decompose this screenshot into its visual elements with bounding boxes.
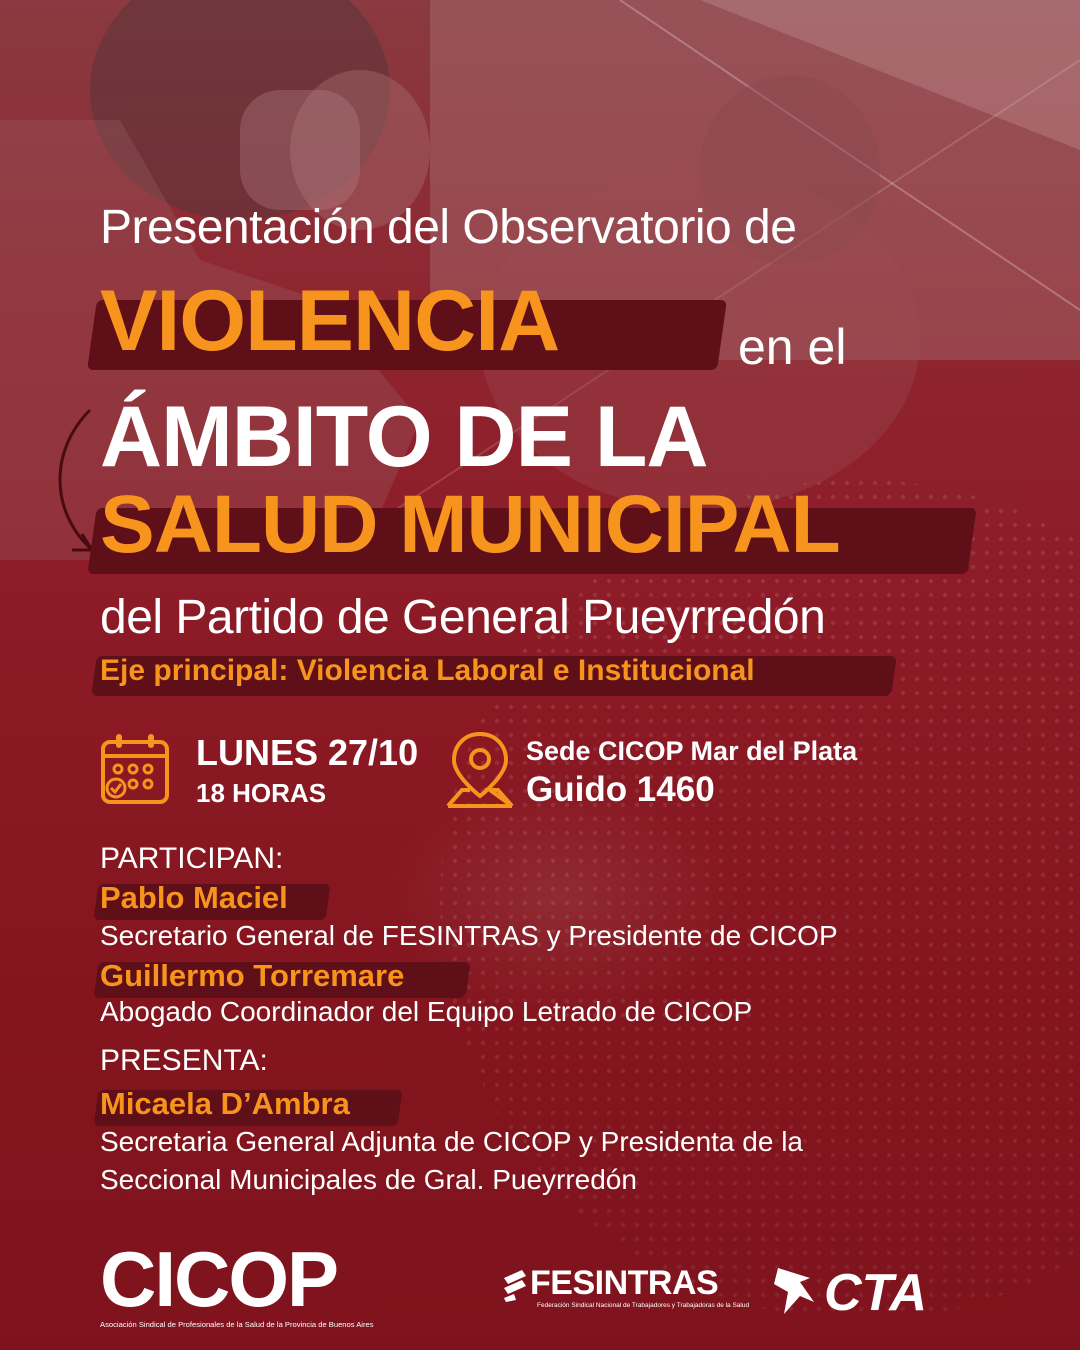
subtitle-partido: del Partido de General Pueyrredón <box>100 591 826 644</box>
headline-violencia: VIOLENCIA <box>100 273 560 369</box>
presenter-role-line-2: Seccional Municipales de Gral. Pueyrredón <box>100 1164 637 1195</box>
cicop-logo: CICOP <box>100 1235 338 1323</box>
participant-name: Pablo Maciel <box>100 880 288 915</box>
participant-name: Guillermo Torremare <box>100 958 405 993</box>
location-pin-icon <box>444 730 516 810</box>
main-axis-text: Eje principal: Violencia Laboral e Institucional <box>100 654 755 687</box>
event-address: Guido 1460 <box>526 770 715 809</box>
presenter-name: Micaela D’Ambra <box>100 1086 350 1121</box>
connector-text: en el <box>738 319 847 375</box>
presenter-label: PRESENTA: <box>100 1044 268 1077</box>
event-time: 18 HORAS <box>196 778 327 808</box>
fesintras-tagline: Federación Sindical Nacional de Trabajadores y Trabajadoras de la Salud <box>537 1302 750 1309</box>
participants-label: PARTICIPAN: <box>100 842 284 875</box>
participant-role: Abogado Coordinador del Equipo Letrado de CICOP <box>100 996 753 1027</box>
cta-logo <box>770 1262 980 1322</box>
cta-logo-text: CTA <box>824 1264 928 1322</box>
fesintras-mark-icon <box>500 1268 530 1302</box>
headline-salud-municipal: SALUD MUNICIPAL <box>100 479 840 570</box>
intro-text: Presentación del Observatorio de <box>100 201 797 254</box>
cicop-tagline: Asociación Sindical de Profesionales de la Salud de la Provincia de Buenos Aires <box>100 1320 374 1329</box>
participant-role: Secretario General de FESINTRAS y Presidente de CICOP <box>100 920 838 951</box>
headline-ambito: ÁMBITO DE LA <box>100 389 708 485</box>
calendar-icon <box>100 732 170 806</box>
fesintras-logo: FESINTRAS <box>530 1264 719 1302</box>
presenter-role-line-1: Secretaria General Adjunta de CICOP y Presidenta de la <box>100 1126 803 1157</box>
event-venue: Sede CICOP Mar del Plata <box>526 736 858 766</box>
event-date: LUNES 27/10 <box>196 732 419 773</box>
